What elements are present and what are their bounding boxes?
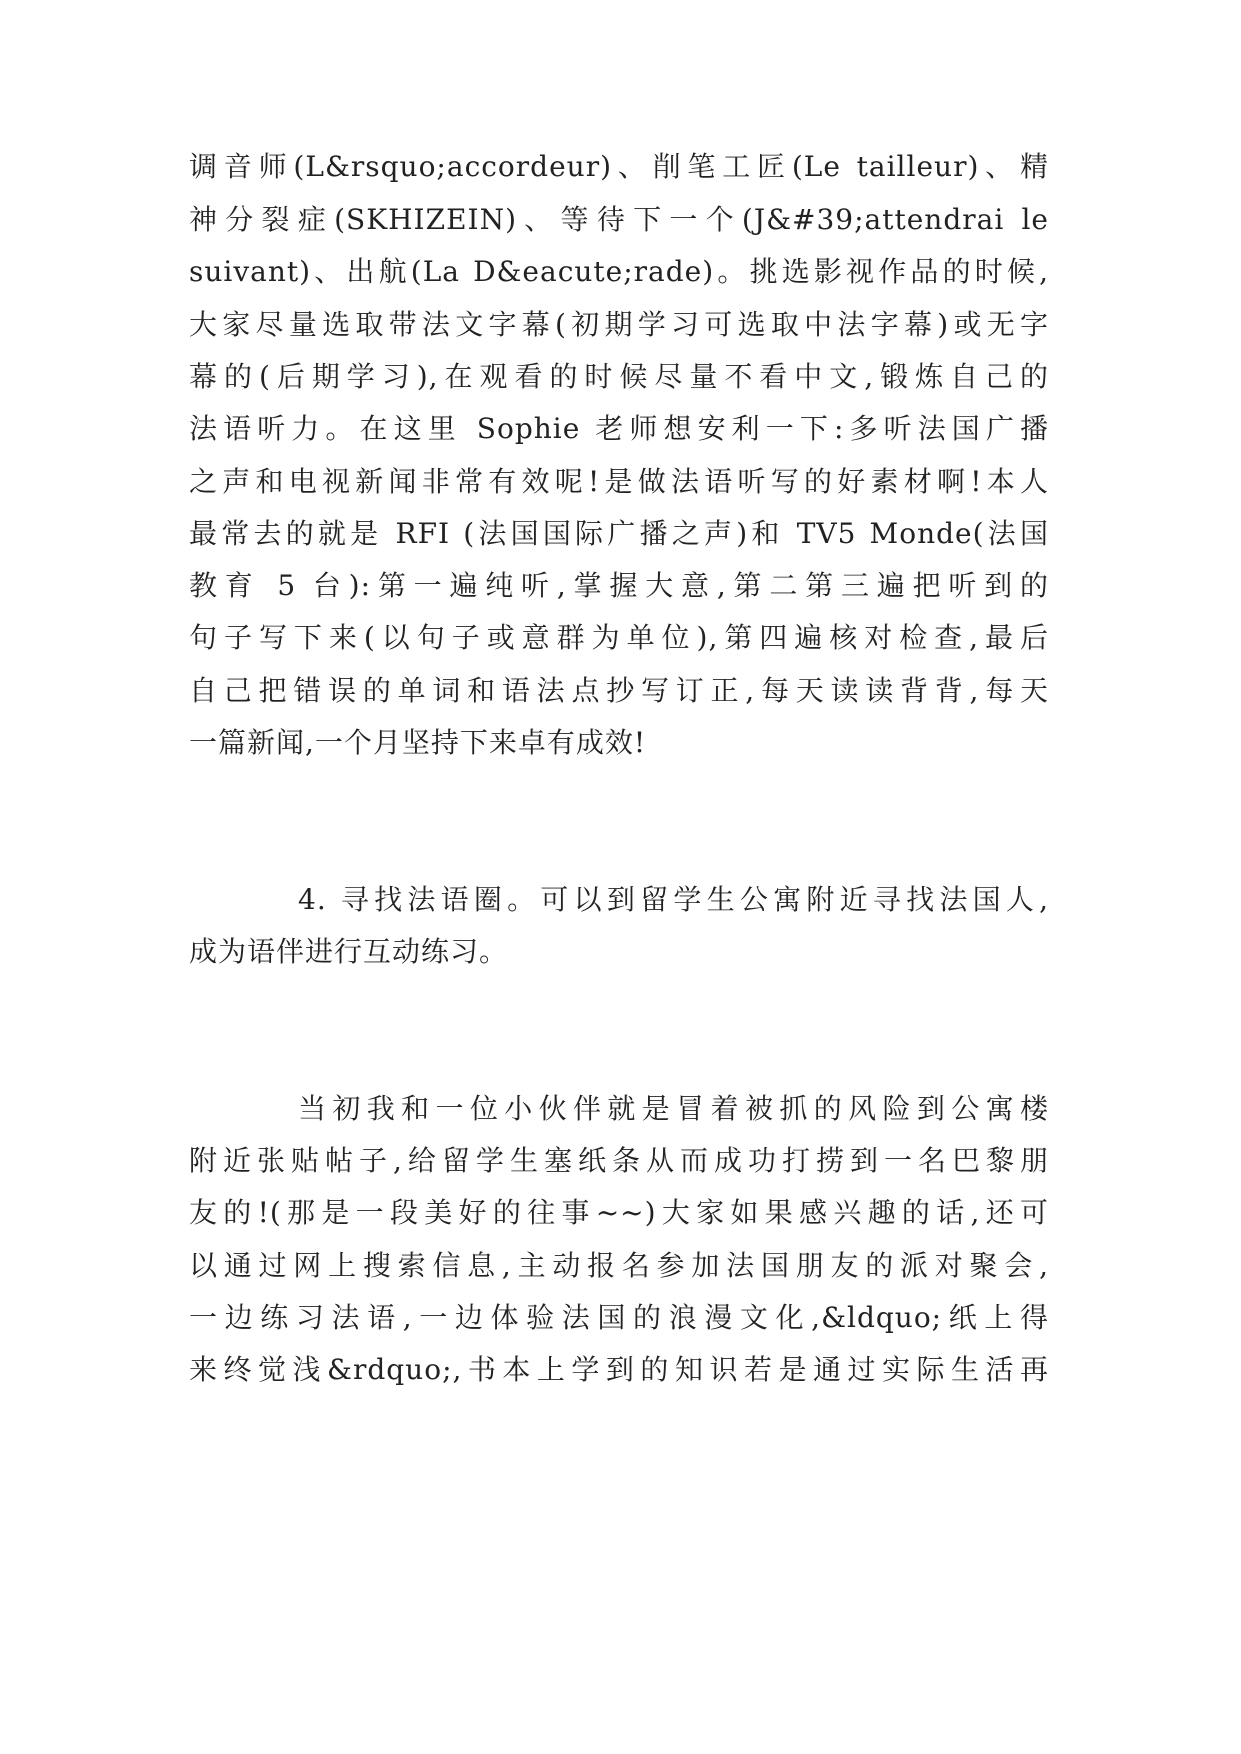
paragraph-3-line-5: 一边练习法语,一边体验法国的浪漫文化,&ldquo;纸上得 (189, 1301, 1049, 1334)
paragraph-3-line-4: 以通过网上搜索信息,主动报名参加法国朋友的派对聚会, (189, 1249, 1049, 1282)
paragraph-1-line-10: 句子写下来(以句子或意群为单位),第四遍核对检查,最后 (189, 621, 1049, 654)
paragraph-2-line-1: 4. 寻找法语圈。可以到留学生公寓附近寻找法国人, (298, 883, 1049, 916)
paragraph-1-line-7: 之声和电视新闻非常有效呢!是做法语听写的好素材啊!本人 (189, 465, 1049, 498)
paragraph-1-line-9: 教育 5 台):第一遍纯听,掌握大意,第二第三遍把听到的 (189, 569, 1049, 602)
paragraph-3-line-6: 来终觉浅&rdquo;,书本上学到的知识若是通过实际生活再 (189, 1353, 1049, 1386)
paragraph-2-line-2: 成为语伴进行互动练习。 (189, 935, 509, 968)
paragraph-3-line-3: 友的!(那是一段美好的往事~~)大家如果感兴趣的话,还可 (189, 1196, 1049, 1229)
paragraph-3-line-1: 当初我和一位小伙伴就是冒着被抓的风险到公寓楼 (298, 1092, 1049, 1125)
paragraph-1-line-6: 法语听力。在这里 Sophie 老师想安利一下:多听法国广播 (189, 412, 1049, 445)
paragraph-1-line-8: 最常去的就是 RFI (法国国际广播之声)和 TV5 Monde(法国 (189, 517, 1049, 550)
paragraph-1-line-1: 调音师(L&rsquo;accordeur)、削笔工匠(Le tailleur)、精 (189, 150, 1049, 183)
paragraph-1-line-5: 幕的(后期学习),在观看的时候尽量不看中文,锻炼自己的 (189, 360, 1049, 393)
paragraph-1-line-12: 一篇新闻,一个月坚持下来卓有成效! (189, 726, 647, 759)
paragraph-1-line-11: 自己把错误的单词和语法点抄写订正,每天读读背背,每天 (189, 674, 1049, 707)
paragraph-1-line-2: 神分裂症(SKHIZEIN)、等待下一个(J&#39;attendrai le (189, 203, 1049, 236)
paragraph-3-line-2: 附近张贴帖子,给留学生塞纸条从而成功打捞到一名巴黎朋 (189, 1144, 1049, 1177)
paragraph-1-line-3: suivant)、出航(La D&eacute;rade)。挑选影视作品的时候, (189, 255, 1049, 288)
paragraph-1-line-4: 大家尽量选取带法文字幕(初期学习可选取中法字幕)或无字 (189, 308, 1049, 341)
